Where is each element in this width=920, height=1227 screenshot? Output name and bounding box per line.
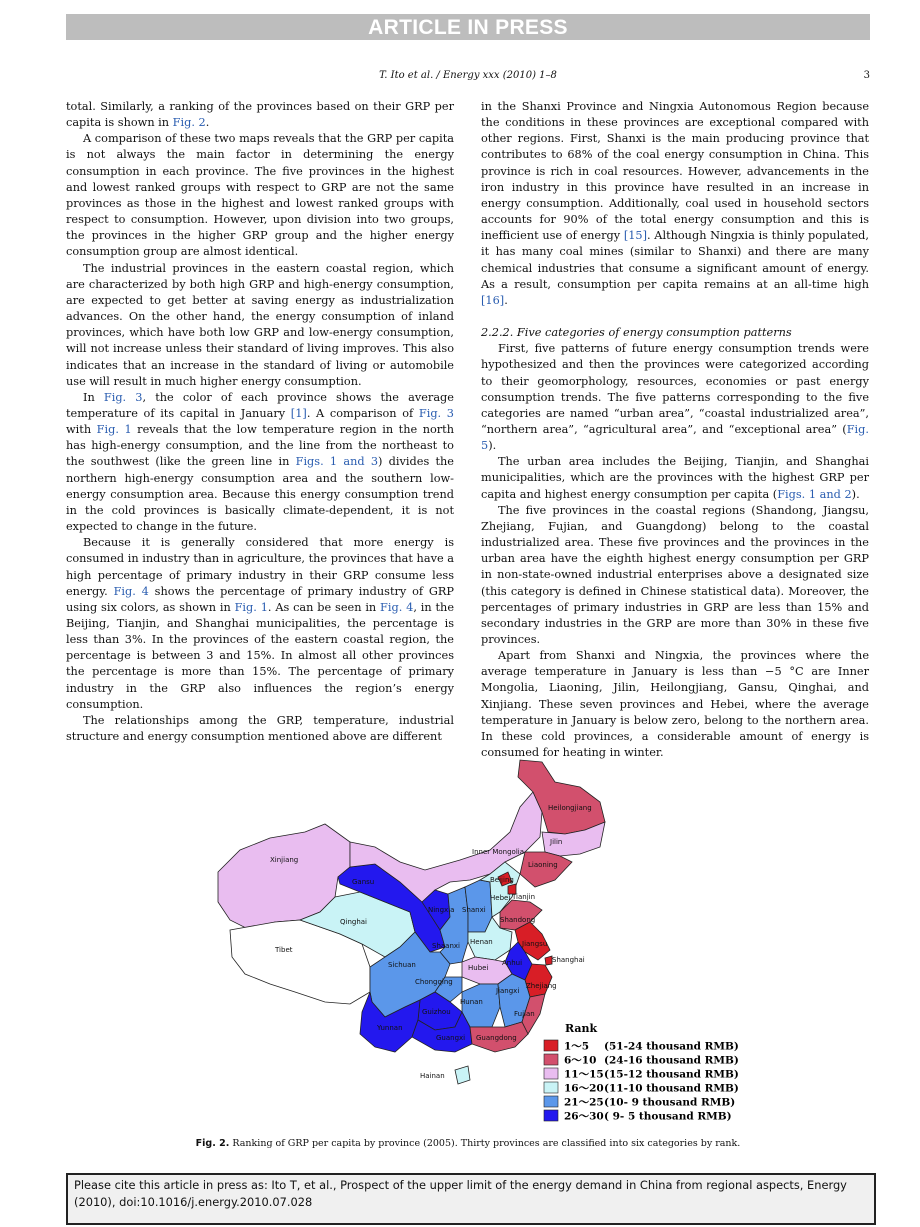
province-liaoning — [520, 852, 572, 887]
paragraph-text: with — [66, 423, 97, 437]
legend-range: (24-16 thousand RMB) — [604, 1054, 739, 1067]
legend-rank: 16～20 — [564, 1082, 604, 1095]
paragraph — [66, 261, 454, 390]
running-head-citation: T. Ito et al. / Energy xxx (2010) 1–8 — [379, 70, 557, 81]
paragraph — [481, 341, 869, 454]
cross-reference-link[interactable]: [16] — [481, 293, 505, 307]
left-text-column — [66, 99, 454, 745]
label-hunan: Hunan — [460, 998, 483, 1006]
paragraph-text: The urban area includes the Beijing, Tianjin, and Shanghai municipalities, which are the provinces with the highest GRP per capita and highest energy consumption per capita ( — [481, 455, 869, 501]
label-heilongjiang: Heilongjiang — [548, 804, 592, 812]
paragraph-text: . A comparison of — [306, 406, 419, 420]
cross-reference-link[interactable]: Fig. 1 — [96, 423, 132, 437]
paragraph-text: Apart from Shanxi and Ningxia, the provinces where the average temperature in January is less than −5 °C are Inner Mongolia, Liaoning, Jilin, Heilongjiang, Gansu, Qinghai, and Xinjiang. These seven provinces and Hebei, where the average temperature in January is below zero, belong to the northern area. In these cold provinces, a considerable amount of energy is consumed for heating in winter. — [481, 649, 869, 760]
label-xinjiang: Xinjiang — [270, 856, 299, 864]
label-henan: Henan — [470, 938, 493, 946]
paragraph-text: First, five patterns of future energy consumption trends were hypothesized and then the provinces were categorized according to their geomorphology, resources, economies or past energy consumption trends. The five patterns corresponding to the five categories are named “urban area”, “coastal industrialized area”, “northern area”, “agricultural area”, and “exceptional area” ( — [481, 342, 869, 436]
paragraph — [481, 99, 869, 309]
label-shanghai: Shanghai — [552, 956, 585, 964]
cross-reference-link[interactable]: Fig. 3 — [103, 390, 143, 404]
paragraph-text: The relationships among the GRP, temperature, industrial structure and energy consumption mentioned above are different — [66, 713, 454, 744]
paragraph-text: reveals that the low temperature region in the north has high-energy consumption, and the line from the northeast to the southwest (like the green line in — [66, 423, 454, 469]
label-shandong: Shandong — [500, 916, 536, 924]
label-qinghai: Qinghai — [340, 918, 368, 926]
label-guizhou: Guizhou — [422, 1008, 451, 1016]
figure-caption-label: Fig. 2. — [195, 1138, 230, 1149]
paragraph — [481, 454, 869, 502]
label-liaoning: Liaoning — [528, 861, 558, 869]
section-heading: 2.2.2. Five categories of energy consumption patterns — [481, 326, 792, 340]
cross-reference-link[interactable]: Fig. 1 — [234, 600, 268, 614]
legend-range: (15-12 thousand RMB) — [604, 1068, 739, 1081]
paragraph-text: The five provinces in the coastal regions (Shandong, Jiangsu, Zhejiang, Fujian, and Guangdong) belong to the coastal industrialized area. These five provinces and the provinces in the urban area have the eighth highest energy consumption per GRP in non-state-owned industrial enterprises above a designated size (this category is defined in Chinese statistical data). Moreover, the percentages of primary industries in GRP are less than 15% and secondary industries in the GRP are more than 30% in these five provinces. — [481, 503, 869, 646]
paragraph-text: shows the percentage of primary industry of GRP using six colors, as shown in — [66, 584, 455, 614]
label-guangxi: Guangxi — [436, 1034, 466, 1042]
paragraph-text: Because it is generally considered that more energy is consumed in industry than in agriculture, the provinces that have a high percentage of primary industry in their GRP consume less energy. — [66, 536, 454, 598]
cross-reference-link[interactable]: Fig. 2 — [172, 116, 206, 130]
legend-swatch — [544, 1082, 558, 1093]
label-jilin: Jilin — [550, 838, 563, 846]
label-tibet: Tibet — [275, 946, 293, 954]
paragraph-text: . — [504, 293, 508, 307]
legend-range: (10- 9 thousand RMB) — [604, 1096, 736, 1109]
legend-range: (51-24 thousand RMB) — [604, 1040, 739, 1053]
paragraph — [66, 99, 454, 131]
figure-caption — [66, 1138, 870, 1149]
article-in-press-banner: ARTICLE IN PRESS — [66, 14, 870, 40]
cross-reference-link[interactable]: [15] — [623, 229, 648, 243]
paragraph-text: . Although Ningxia is thinly populated, it has many coal mines (similar to Shanxi) and there are many chemical industries that consume a significant amount of energy. As a result, consumption per capita remains at an all-time high — [481, 229, 869, 291]
paragraph-text: , the color of each province shows the average temperature of its capital in January — [66, 390, 454, 420]
paragraph-text: ) divides the northern high-energy consumption area and the southern low-energy consumption area. Because this energy consumption trend in the cold provinces is basically climate-dependent, it is not expected to change in the future. — [66, 455, 454, 534]
citation-box: Please cite this article in press as: Ito T, et al., Prospect of the upper limit of the energy demand in China from regional aspects, Energy (2010), doi:10.1016/j.energy.2010.07.028 — [66, 1173, 876, 1225]
china-grp-rank-map — [200, 752, 740, 1130]
province-hainan — [455, 1066, 470, 1084]
legend-rank: 21～25 — [564, 1096, 604, 1109]
legend-title: Rank — [565, 1022, 598, 1035]
label-hainan: Hainan — [420, 1072, 445, 1080]
paragraph-text: in the Shanxi Province and Ningxia Autonomous Region because the conditions in these provinces are exceptional compared with other regions. First, Shanxi is the main producing province that contributes to 68% of the coal energy consumption in China. This province is rich in coal resources. However, advancements in the iron industry in this province have resulted in an increase in energy consumption. Additionally, coal used in household sectors accounts for 90% of the total energy consumption and this is inefficient use of energy — [481, 100, 869, 243]
legend-range: (11-10 thousand RMB) — [604, 1082, 739, 1095]
paragraph-text: ). — [851, 487, 860, 501]
label-anhui: Anhui — [502, 959, 523, 967]
legend-rank: 6～10 — [564, 1054, 597, 1067]
paragraph-text: A comparison of these two maps reveals that the GRP per capita is not always the main factor in determining the energy consumption in each province. The five provinces in the highest and lowest ranked groups with respect to GRP are not the same provinces as those in the highest and lowest ranked groups with respect to consumption. However, upon division into two groups, the provinces in the higher GRP group and the higher energy consumption group are almost identical. — [66, 132, 454, 259]
legend-swatch — [544, 1068, 558, 1079]
paragraph — [481, 503, 869, 648]
cross-reference-link[interactable]: Fig. 5 — [481, 422, 869, 453]
paragraph-text: In — [83, 390, 104, 404]
label-fujian: Fujian — [514, 1010, 535, 1018]
right-text-column — [481, 99, 869, 761]
paragraph-text: ). — [488, 439, 497, 453]
label-gansu: Gansu — [352, 878, 375, 886]
paragraph-text: . — [205, 116, 210, 130]
paragraph-text: , in the Beijing, Tianjin, and Shanghai municipalities, the percentage is less than 3%. In the provinces of the eastern coastal region, the percentage is between 3 and 15%. In almost all other provinces the percentage is more than 15%. The percentage of primary industry in the GRP also influences the region’s energy consumption. — [66, 600, 455, 711]
label-zhejiang: Zhejiang — [526, 982, 557, 990]
label-inner-mongolia: Inner Mongolia — [472, 848, 525, 856]
paragraph — [481, 648, 869, 761]
label-jiangsu: Jiangsu — [522, 940, 548, 948]
label-hubei: Hubei — [468, 964, 489, 972]
label-sichuan: Sichuan — [388, 961, 416, 969]
cross-reference-link[interactable]: [1] — [290, 406, 307, 420]
paragraph — [66, 535, 454, 713]
province-shanghai — [545, 956, 552, 965]
legend-swatch — [544, 1054, 558, 1065]
label-jiangxi: Jiangxi — [496, 987, 520, 995]
figure-2-map — [200, 752, 740, 1130]
label-shaanxi: Shaanxi — [432, 942, 460, 950]
label-hebei: Hebei — [490, 894, 511, 902]
legend-rank: 11～15 — [564, 1068, 604, 1081]
page-number: 3 — [863, 70, 870, 81]
figure-caption-text: Ranking of GRP per capita by province (2005). Thirty provinces are classified into six categories by rank. — [229, 1138, 741, 1149]
legend-swatch — [544, 1110, 558, 1121]
cross-reference-link[interactable]: Fig. 4 — [380, 600, 414, 614]
label-tianjin: Tianjin — [512, 893, 536, 901]
label-beijing: Beijing — [490, 876, 514, 884]
paragraph — [66, 713, 454, 745]
paragraph-text: total. Similarly, a ranking of the provinces based on their GRP per capita is shown in — [66, 100, 454, 130]
legend-rank: 26～30 — [564, 1110, 604, 1123]
paragraph-text: . As can be seen in — [267, 600, 381, 614]
label-yunnan: Yunnan — [377, 1024, 403, 1032]
paragraph-text: The industrial provinces in the eastern coastal region, which are characterized by both high GRP and high-energy consumption, are expected to get better at saving energy as industrialization advances. On the other hand, the energy consumption of inland provinces, which have both low GRP and low-energy consumption, will not increase unless their standard of living improves. This also indicates that an increase in the standard of living or automobile use will result in much higher energy consumption. — [66, 261, 454, 388]
cross-reference-link[interactable]: Figs. 1 and 2 — [777, 487, 852, 501]
legend-swatch — [544, 1096, 558, 1107]
paragraph — [66, 131, 454, 260]
cross-reference-link[interactable]: Fig. 3 — [418, 406, 454, 420]
cross-reference-link[interactable]: Figs. 1 and 3 — [295, 455, 379, 469]
label-ningxia: Ningxia — [428, 906, 455, 914]
paragraph — [66, 390, 454, 535]
legend-rank: 1～5 — [564, 1040, 590, 1053]
legend-range: ( 9- 5 thousand RMB) — [604, 1110, 732, 1123]
label-chongqing: Chongqing — [415, 978, 453, 986]
map-legend — [544, 1022, 739, 1123]
label-shanxi: Shanxi — [462, 906, 486, 914]
legend-swatch — [544, 1040, 558, 1051]
cross-reference-link[interactable]: Fig. 4 — [113, 584, 149, 598]
label-guangdong: Guangdong — [476, 1034, 517, 1042]
